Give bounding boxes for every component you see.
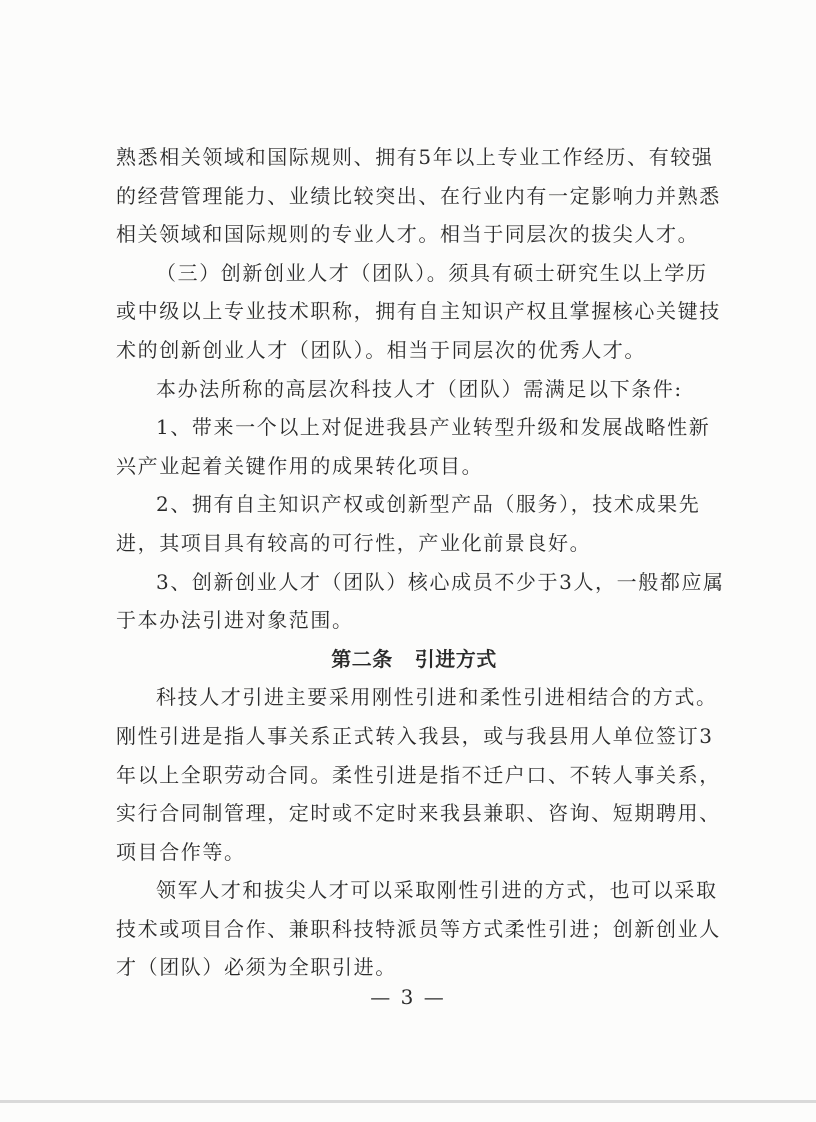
text-line: 熟悉相关领域和国际规则、拥有5年以上专业工作经历、有较强 xyxy=(116,145,714,169)
text-line: 本办法所称的高层次科技人才（团队）需满足以下条件: xyxy=(156,376,683,401)
scan-edge-divider xyxy=(0,1100,816,1103)
paragraph-3 xyxy=(116,370,712,409)
page-number: — 3 — xyxy=(370,985,446,1009)
text-line: 科技人才引进主要采用刚性引进和柔性引进相结合的方式。 xyxy=(156,685,718,710)
text-line: 项目合作等。 xyxy=(116,839,246,864)
paragraph-2 xyxy=(116,254,721,370)
paragraph-5 xyxy=(116,485,712,562)
text-line: 3、创新创业人才（团队）核心成员不少于3人，一般都应属 xyxy=(156,569,725,594)
paragraph-6 xyxy=(116,563,725,640)
paragraph-1 xyxy=(116,138,721,254)
text-line: 1、带来一个以上对促进我县产业转型升级和发展战略性新 xyxy=(156,415,711,440)
text-line: 术的创新创业人才（团队）。相当于同层次的优秀人才。 xyxy=(116,337,646,362)
text-line: 领军人才和拔尖人才可以采取刚性引进的方式，也可以采取 xyxy=(156,878,718,903)
paragraph-8 xyxy=(116,871,721,987)
text-line: 兴产业起着关键作用的成果转化项目。 xyxy=(116,453,484,478)
document-body xyxy=(116,138,725,987)
text-line: 进，其项目具有较高的可行性，产业化前景良好。 xyxy=(116,530,592,555)
article-title: 引进方式 xyxy=(414,646,497,671)
text-line: 年以上全职劳动合同。柔性引进是指不迁户口、不转人事关系， xyxy=(116,762,721,787)
text-line: 刚性引进是指人事关系正式转入我县，或与我县用人单位签订3 xyxy=(116,723,714,748)
paragraph-7 xyxy=(116,678,721,871)
text-line: 技术或项目合作、兼职科技特派员等方式柔性引进；创新创业人 xyxy=(116,916,721,941)
text-line: （三）创新创业人才（团队）。须具有硕士研究生以上学历 xyxy=(156,260,708,285)
text-line: 或中级以上专业技术职称，拥有自主知识产权且掌握核心关键技 xyxy=(116,299,721,324)
text-line: 相关领域和国际规则的专业人才。相当于同层次的拔尖人才。 xyxy=(116,222,700,247)
text-line: 实行合同制管理，定时或不定时来我县兼职、咨询、短期聘用、 xyxy=(116,801,721,826)
paragraph-4 xyxy=(116,408,712,485)
text-line: 2、拥有自主知识产权或创新型产品（服务），技术成果先 xyxy=(156,492,701,517)
article-heading xyxy=(116,640,712,679)
text-line: 才（团队）必须为全职引进。 xyxy=(116,955,397,980)
article-number: 第二条 xyxy=(331,646,393,671)
text-line: 的经营管理能力、业绩比较突出、在行业内有一定影响力并熟悉 xyxy=(116,183,721,208)
text-line: 于本办法引进对象范围。 xyxy=(116,608,354,633)
